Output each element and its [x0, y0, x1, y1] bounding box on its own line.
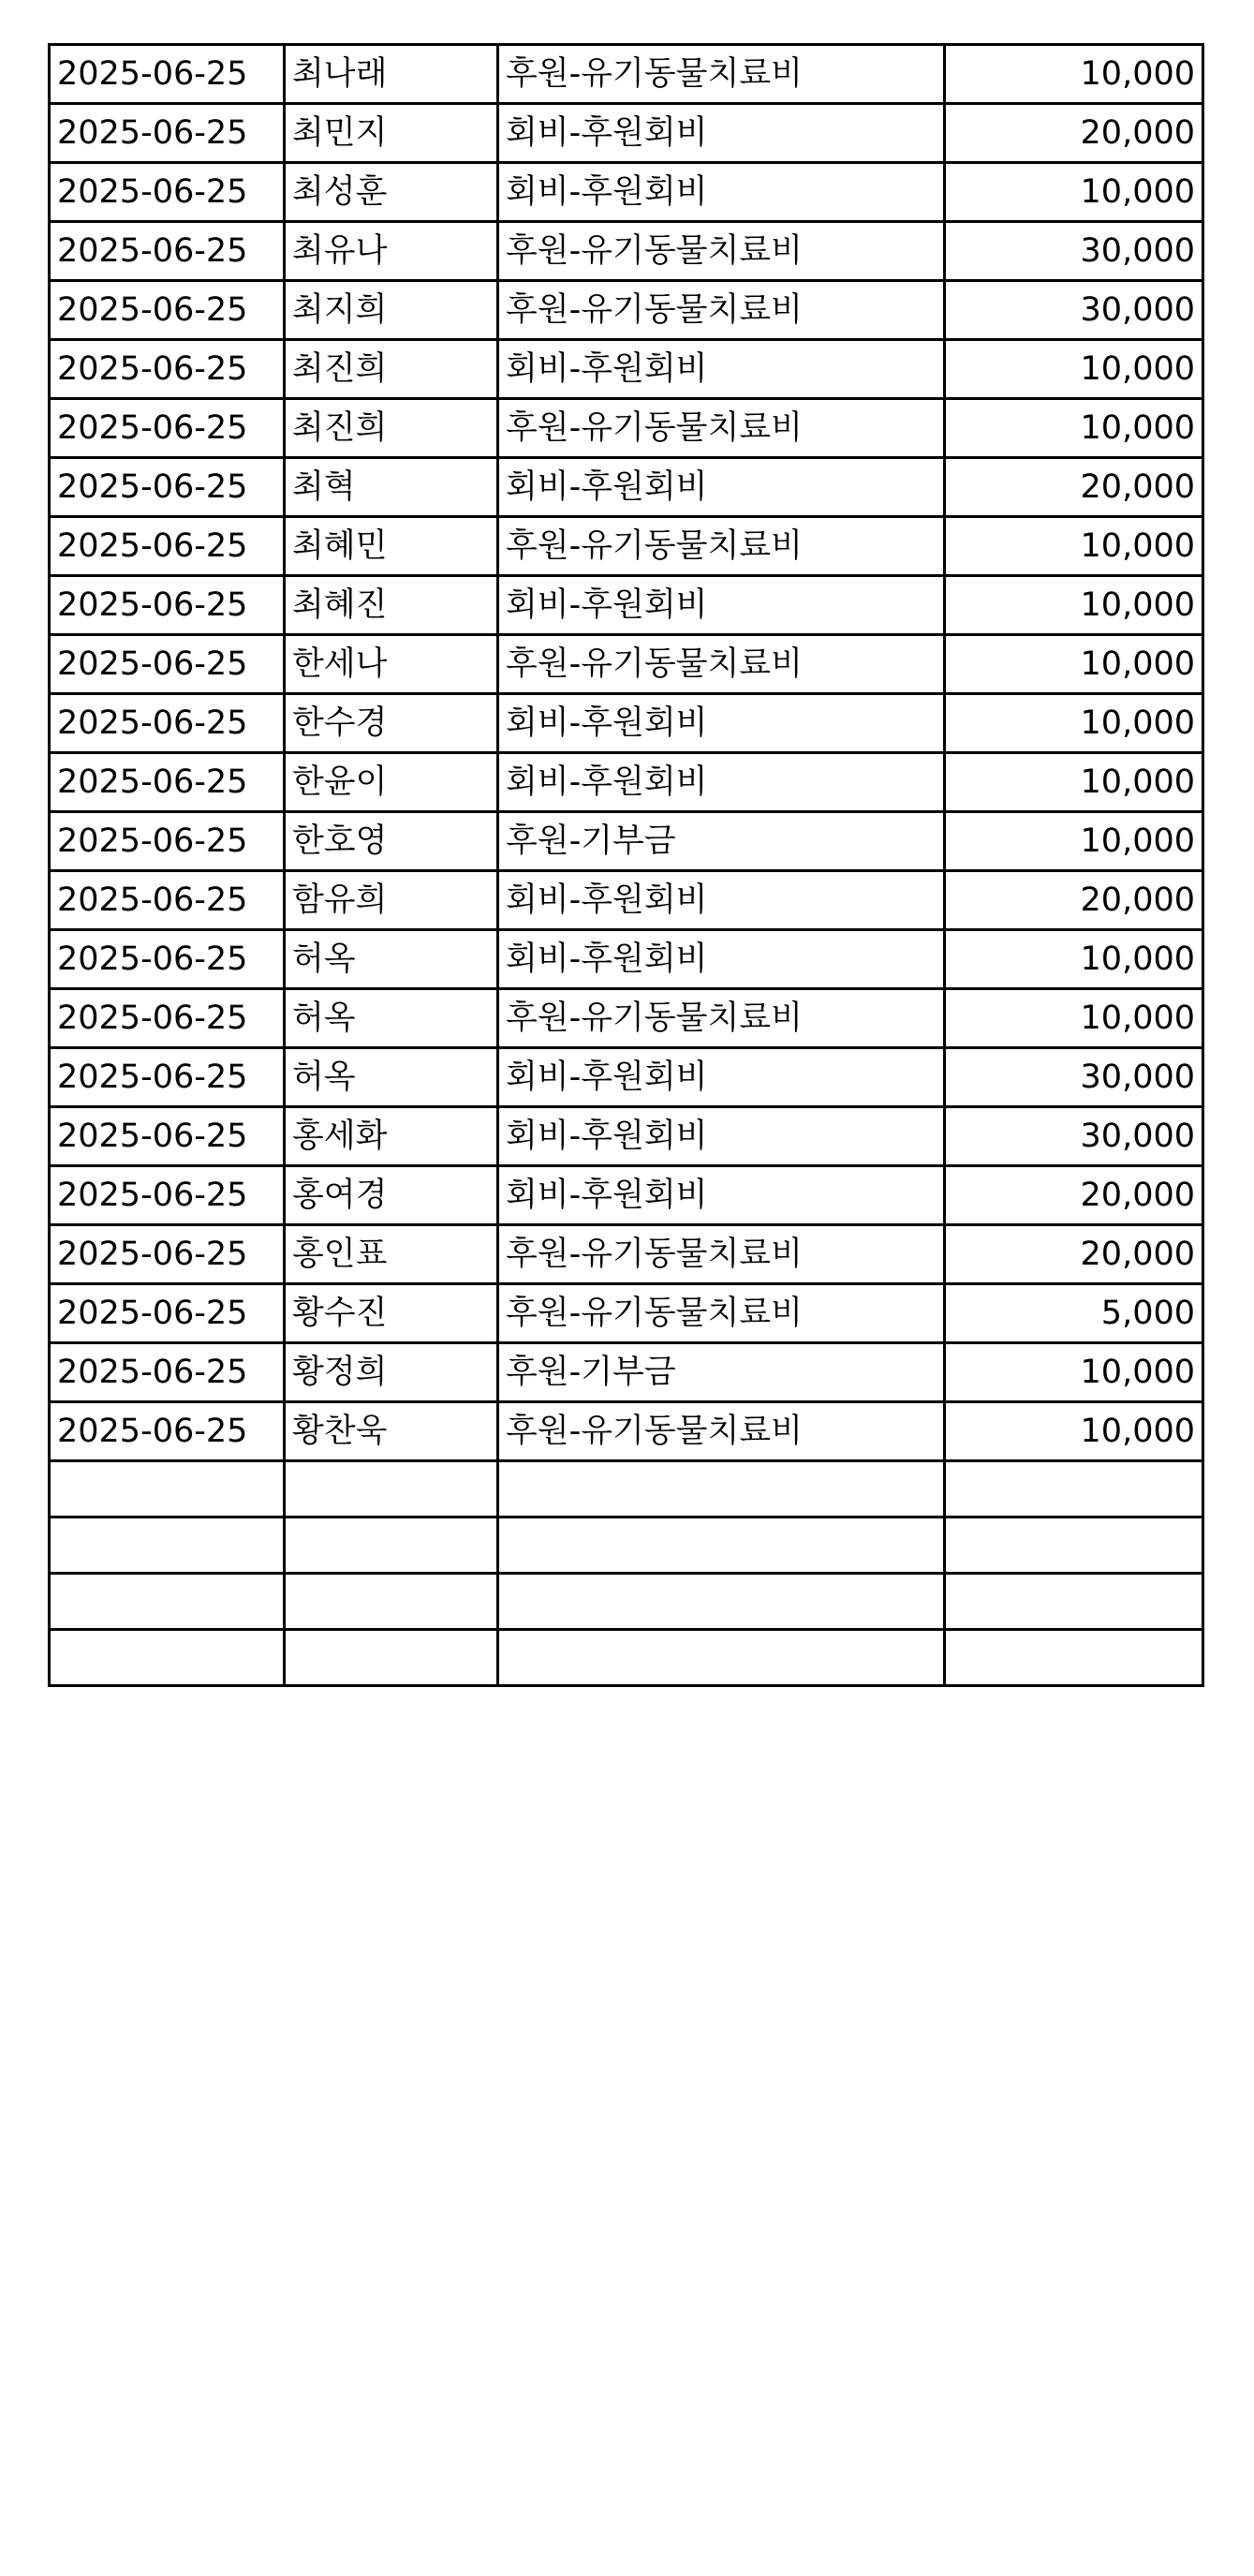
name-cell: 한세나	[285, 635, 498, 694]
item-cell	[498, 1461, 945, 1517]
name-cell: 한윤이	[285, 753, 498, 812]
table-row	[50, 399, 1203, 458]
date-cell	[50, 1630, 285, 1686]
date-cell: 2025-06-25	[50, 576, 285, 635]
table-row	[50, 1402, 1203, 1461]
date-cell: 2025-06-25	[50, 458, 285, 517]
name-cell: 최진희	[285, 399, 498, 458]
item-cell: 회비-후원회비	[498, 458, 945, 517]
date-cell: 2025-06-25	[50, 222, 285, 281]
amount-cell: 10,000	[945, 753, 1203, 812]
name-cell	[285, 1517, 498, 1574]
item-cell	[498, 1517, 945, 1574]
date-cell	[50, 1517, 285, 1574]
table-row	[50, 753, 1203, 812]
amount-cell: 10,000	[945, 1402, 1203, 1461]
amount-cell: 10,000	[945, 576, 1203, 635]
item-cell: 후원-기부금	[498, 812, 945, 871]
table-row	[50, 812, 1203, 871]
amount-cell: 10,000	[945, 930, 1203, 989]
name-cell: 최지희	[285, 281, 498, 340]
date-cell: 2025-06-25	[50, 694, 285, 753]
date-cell: 2025-06-25	[50, 930, 285, 989]
date-cell: 2025-06-25	[50, 399, 285, 458]
item-cell: 회비-후원회비	[498, 576, 945, 635]
donation-ledger-table	[48, 43, 1204, 1687]
item-cell: 회비-후원회비	[498, 930, 945, 989]
item-cell: 회비-후원회비	[498, 871, 945, 930]
table-row	[50, 340, 1203, 399]
item-cell: 후원-유기동물치료비	[498, 281, 945, 340]
name-cell: 최혜민	[285, 517, 498, 576]
date-cell: 2025-06-25	[50, 989, 285, 1048]
table-row	[50, 104, 1203, 163]
amount-cell: 10,000	[945, 163, 1203, 222]
name-cell	[285, 1574, 498, 1630]
date-cell: 2025-06-25	[50, 1225, 285, 1284]
item-cell: 후원-유기동물치료비	[498, 45, 945, 104]
item-cell: 회비-후원회비	[498, 1048, 945, 1107]
name-cell: 허옥	[285, 930, 498, 989]
amount-cell: 20,000	[945, 871, 1203, 930]
amount-cell: 20,000	[945, 1166, 1203, 1225]
item-cell: 후원-유기동물치료비	[498, 399, 945, 458]
table-row	[50, 989, 1203, 1048]
date-cell: 2025-06-25	[50, 812, 285, 871]
date-cell: 2025-06-25	[50, 340, 285, 399]
name-cell	[285, 1461, 498, 1517]
name-cell: 최혁	[285, 458, 498, 517]
table-row	[50, 871, 1203, 930]
item-cell: 회비-후원회비	[498, 694, 945, 753]
name-cell: 한수경	[285, 694, 498, 753]
table-row	[50, 1107, 1203, 1166]
table-row	[50, 930, 1203, 989]
date-cell: 2025-06-25	[50, 635, 285, 694]
item-cell: 회비-후원회비	[498, 163, 945, 222]
name-cell: 함유희	[285, 871, 498, 930]
item-cell	[498, 1630, 945, 1686]
amount-cell: 10,000	[945, 1343, 1203, 1402]
table-row	[50, 694, 1203, 753]
name-cell: 허옥	[285, 1048, 498, 1107]
table-row	[50, 45, 1203, 104]
date-cell: 2025-06-25	[50, 1048, 285, 1107]
table-row	[50, 635, 1203, 694]
amount-cell: 30,000	[945, 1048, 1203, 1107]
item-cell: 후원-유기동물치료비	[498, 222, 945, 281]
item-cell: 후원-유기동물치료비	[498, 1284, 945, 1343]
item-cell: 회비-후원회비	[498, 753, 945, 812]
name-cell: 최진희	[285, 340, 498, 399]
table-row	[50, 163, 1203, 222]
date-cell: 2025-06-25	[50, 871, 285, 930]
item-cell	[498, 1574, 945, 1630]
table-row	[50, 517, 1203, 576]
amount-cell: 10,000	[945, 812, 1203, 871]
name-cell: 홍인표	[285, 1225, 498, 1284]
table-row	[50, 1461, 1203, 1517]
amount-cell: 20,000	[945, 104, 1203, 163]
name-cell: 한호영	[285, 812, 498, 871]
amount-cell	[945, 1630, 1203, 1686]
amount-cell: 10,000	[945, 989, 1203, 1048]
name-cell: 최혜진	[285, 576, 498, 635]
item-cell: 후원-유기동물치료비	[498, 1225, 945, 1284]
date-cell: 2025-06-25	[50, 1166, 285, 1225]
date-cell: 2025-06-25	[50, 1402, 285, 1461]
table-row	[50, 222, 1203, 281]
item-cell: 후원-유기동물치료비	[498, 635, 945, 694]
date-cell	[50, 1574, 285, 1630]
item-cell: 회비-후원회비	[498, 1166, 945, 1225]
name-cell	[285, 1630, 498, 1686]
table-row	[50, 1225, 1203, 1284]
date-cell: 2025-06-25	[50, 281, 285, 340]
table-row	[50, 1574, 1203, 1630]
table-row	[50, 1284, 1203, 1343]
name-cell: 최유나	[285, 222, 498, 281]
date-cell: 2025-06-25	[50, 1343, 285, 1402]
ledger-body	[50, 45, 1203, 1686]
amount-cell: 30,000	[945, 222, 1203, 281]
name-cell: 황찬욱	[285, 1402, 498, 1461]
amount-cell: 20,000	[945, 1225, 1203, 1284]
table-row	[50, 1517, 1203, 1574]
amount-cell	[945, 1517, 1203, 1574]
name-cell: 황수진	[285, 1284, 498, 1343]
amount-cell	[945, 1574, 1203, 1630]
item-cell: 후원-유기동물치료비	[498, 1402, 945, 1461]
item-cell: 후원-기부금	[498, 1343, 945, 1402]
item-cell: 후원-유기동물치료비	[498, 989, 945, 1048]
date-cell: 2025-06-25	[50, 517, 285, 576]
table-row	[50, 1166, 1203, 1225]
amount-cell: 30,000	[945, 281, 1203, 340]
item-cell: 회비-후원회비	[498, 1107, 945, 1166]
date-cell: 2025-06-25	[50, 1284, 285, 1343]
item-cell: 회비-후원회비	[498, 340, 945, 399]
amount-cell: 10,000	[945, 635, 1203, 694]
table-row	[50, 576, 1203, 635]
item-cell: 후원-유기동물치료비	[498, 517, 945, 576]
amount-cell: 10,000	[945, 399, 1203, 458]
amount-cell: 20,000	[945, 458, 1203, 517]
name-cell: 최민지	[285, 104, 498, 163]
amount-cell	[945, 1461, 1203, 1517]
date-cell: 2025-06-25	[50, 1107, 285, 1166]
date-cell: 2025-06-25	[50, 163, 285, 222]
amount-cell: 10,000	[945, 45, 1203, 104]
table-row	[50, 1630, 1203, 1686]
name-cell: 최성훈	[285, 163, 498, 222]
name-cell: 황정희	[285, 1343, 498, 1402]
date-cell: 2025-06-25	[50, 104, 285, 163]
name-cell: 홍여경	[285, 1166, 498, 1225]
amount-cell: 10,000	[945, 340, 1203, 399]
item-cell: 회비-후원회비	[498, 104, 945, 163]
amount-cell: 30,000	[945, 1107, 1203, 1166]
date-cell: 2025-06-25	[50, 45, 285, 104]
date-cell	[50, 1461, 285, 1517]
table-row	[50, 1048, 1203, 1107]
name-cell: 허옥	[285, 989, 498, 1048]
amount-cell: 5,000	[945, 1284, 1203, 1343]
table-row	[50, 458, 1203, 517]
date-cell: 2025-06-25	[50, 753, 285, 812]
table-row	[50, 1343, 1203, 1402]
amount-cell: 10,000	[945, 694, 1203, 753]
amount-cell: 10,000	[945, 517, 1203, 576]
table-row	[50, 281, 1203, 340]
name-cell: 최나래	[285, 45, 498, 104]
name-cell: 홍세화	[285, 1107, 498, 1166]
